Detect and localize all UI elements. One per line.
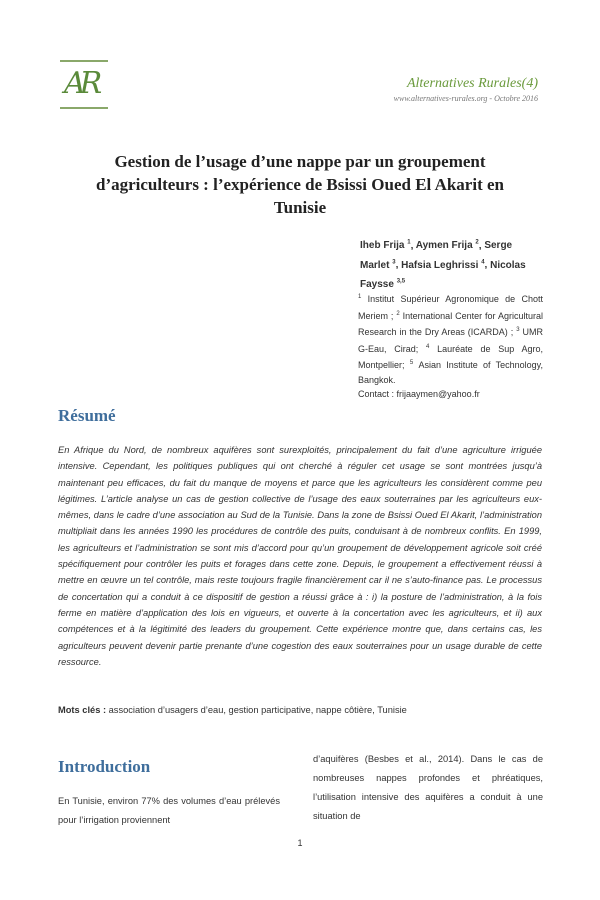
logo-letters: AR (64, 66, 97, 101)
author: Hafsia Leghrissi $^4$ (401, 259, 485, 271)
article-title: Gestion de l’usage d’une nappe par un groupement d’agriculteurs : l’expérience de Bsissi Oued El Akarit en Tunisie (96, 152, 504, 217)
abstract-text: En Afrique du Nord, de nombreux aquifères sont surexploités, principalement du fait d’une agriculture irriguée intensive. Cependant, les politiques publiques qui ont cherché à réguler cet usage se sont montrées jusqu’à maintenant peu efficaces, du fait du manque de moyens et parce que les agriculteurs les considèrent comme peu légitimes. L’article analyse un cas de gestion collective de l’usage des eaux souterraines par les agriculteurs eux-mêmes, dans le cadre d’une association au Sud de la Tunisie. Dans la zone de Bsissi Oued El Akarit, l’administration multipliait dans les années 1990 les procédures de contrôle des puits, conduisant à de nombreux conflits. En 1999, les agriculteurs et l’administration se sont mis d’accord pour qu’un groupement de développement agricole soit créé spécifiquement pour contrôler les puits et forages dans cette zone. Depuis, le groupement a effectivement réussi à mettre en œuvre un tel contrôle, mais reste toujours fragile financièrement car il ne s’auto-finance pas. Le processus de concertation qui a conduit à ce dispositif de gestion a réussi grâce à : i) la posture de l’administration, à la fois ferme en matière d’application des lois en vigueurs, et ouverte à la concertation avec les agriculteurs, et ii) aux compétences et à la légitimité des leaders du groupement. Cette expérience montre que, dans certains cas, les agriculteurs peuvent devenir partie prenante d’une cogestion des eaux souterraines pour un usage durable de cette ressource. (58, 445, 542, 667)
page-number: 1 (297, 838, 303, 848)
author: Aymen Frija $^2$ (415, 240, 479, 252)
affiliations: $^1$ Institut Supérieur Agronomique de Chott Meriem ; $^2$ International Center for Agricultural Research in the Dry Areas (ICARDA) ; $^3$ UMR G-Eau, Cirad; $^4$ Lauréate de Sup Agro, Montpellier; $^5$ Asian Institute of Technology, Bangkok. Contact : frijaaymen@yahoo.fr (358, 294, 543, 399)
introduction-heading: Introduction (58, 757, 151, 776)
author: Nicolas Faysse $^{3,5}$ (360, 259, 526, 290)
logo-bottom-rule (60, 107, 108, 109)
journal-logo (60, 60, 110, 110)
author: Iheb Frija $^1$ (360, 240, 411, 252)
resume-heading: Résumé (58, 406, 116, 425)
logo-top-rule (60, 60, 108, 62)
contact-email: Contact : frijaaymen@yahoo.fr (358, 389, 480, 399)
journal-name: Alternatives Rurales(4) (406, 76, 538, 91)
author: Serge Marlet $^3$ (360, 240, 513, 271)
intro-right-column: d’aquifères (Besbes et al., 2014). Dans le cas de nombreuses nappes profondes et phréatiques, l’utilisation intensive des aquifères a conduit à une situation de (313, 754, 543, 821)
intro-left-column: En Tunisie, environ 77% des volumes d’eau prélevés pour l’irrigation proviennent (58, 796, 280, 825)
keywords (58, 705, 542, 715)
journal-header (394, 76, 538, 103)
journal-url: www.alternatives-rurales.org - Octobre 2016 (393, 94, 538, 103)
keywords-value: association d’usagers d’eau, gestion participative, nappe côtière, Tunisie (108, 705, 407, 715)
author-list: Iheb Frija $^1$, Aymen Frija $^2$, Serge Marlet $^3$, Hafsia Leghrissi $^4$, Nicolas Faysse $^{3,5}$ (360, 240, 526, 290)
keywords-label: Mots clés : (58, 705, 107, 715)
